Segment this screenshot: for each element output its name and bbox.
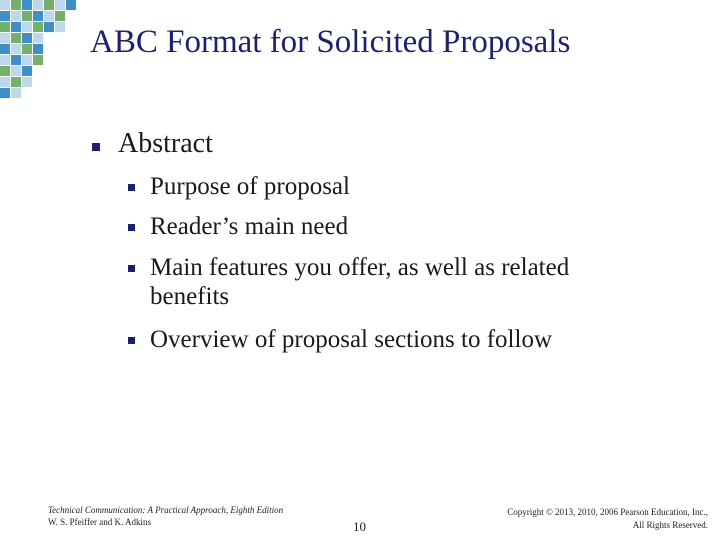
slide-title: ABC Format for Solicited Proposals	[90, 24, 571, 60]
mosaic-tile	[33, 0, 43, 10]
mosaic-tile	[33, 55, 43, 65]
footer-book-info	[48, 504, 283, 528]
bullet-marker	[92, 143, 100, 151]
mosaic-tile	[0, 55, 10, 65]
bullet-marker	[128, 184, 135, 191]
mosaic-tile	[66, 0, 76, 10]
mosaic-tile	[22, 33, 32, 43]
mosaic-tile	[11, 33, 21, 43]
mosaic-tile	[0, 88, 10, 98]
sub-bullet-reader-need: Reader’s main need	[150, 213, 349, 240]
mosaic-tile	[11, 11, 21, 21]
copyright-line-2: All Rights Reserved.	[632, 520, 708, 530]
mosaic-tile	[0, 33, 10, 43]
page-number: 10	[353, 519, 366, 534]
mosaic-tile	[0, 11, 10, 21]
bullet-marker	[128, 224, 135, 231]
footer-book-title: Technical Communication: A Practical Approach, Eighth Edition	[48, 505, 284, 515]
mosaic-tile	[22, 11, 32, 21]
mosaic-tile	[0, 22, 10, 32]
footer-copyright	[507, 506, 708, 532]
mosaic-tile	[55, 22, 65, 32]
sub-bullet-purpose: Purpose of proposal	[150, 173, 350, 200]
sub-bullet-main-features: Main features you offer, as well as related benefits	[150, 254, 570, 310]
mosaic-tile	[0, 66, 10, 76]
mosaic-tile	[55, 11, 65, 21]
mosaic-tile	[33, 22, 43, 32]
mosaic-tile	[33, 44, 43, 54]
mosaic-tile	[11, 44, 21, 54]
copyright-line-1: Copyright © 2013, 2010, 2006 Pearson Education, Inc.,	[507, 507, 708, 517]
mosaic-tile	[22, 22, 32, 32]
mosaic-tile	[11, 22, 21, 32]
mosaic-tile	[55, 0, 65, 10]
decorative-tile-mosaic	[0, 0, 84, 102]
mosaic-tile	[0, 0, 10, 10]
mosaic-tile	[11, 55, 21, 65]
bullet-marker	[128, 265, 135, 272]
mosaic-tile	[22, 77, 32, 87]
mosaic-tile	[11, 88, 21, 98]
mosaic-tile	[22, 66, 32, 76]
sub-bullet-overview: Overview of proposal sections to follow	[150, 326, 553, 353]
mosaic-tile	[11, 0, 21, 10]
mosaic-tile	[22, 0, 32, 10]
mosaic-tile	[22, 55, 32, 65]
mosaic-tile	[11, 66, 21, 76]
mosaic-tile	[33, 33, 43, 43]
mosaic-tile	[0, 77, 10, 87]
bullet-abstract: Abstract	[118, 128, 213, 159]
mosaic-tile	[44, 0, 54, 10]
footer-authors: W. S. Pfeiffer and K. Adkins	[48, 517, 151, 527]
mosaic-tile	[11, 77, 21, 87]
mosaic-tile	[44, 22, 54, 32]
mosaic-tile	[22, 44, 32, 54]
mosaic-tile	[44, 11, 54, 21]
mosaic-tile	[0, 44, 10, 54]
bullet-marker	[128, 337, 135, 344]
mosaic-tile	[33, 11, 43, 21]
